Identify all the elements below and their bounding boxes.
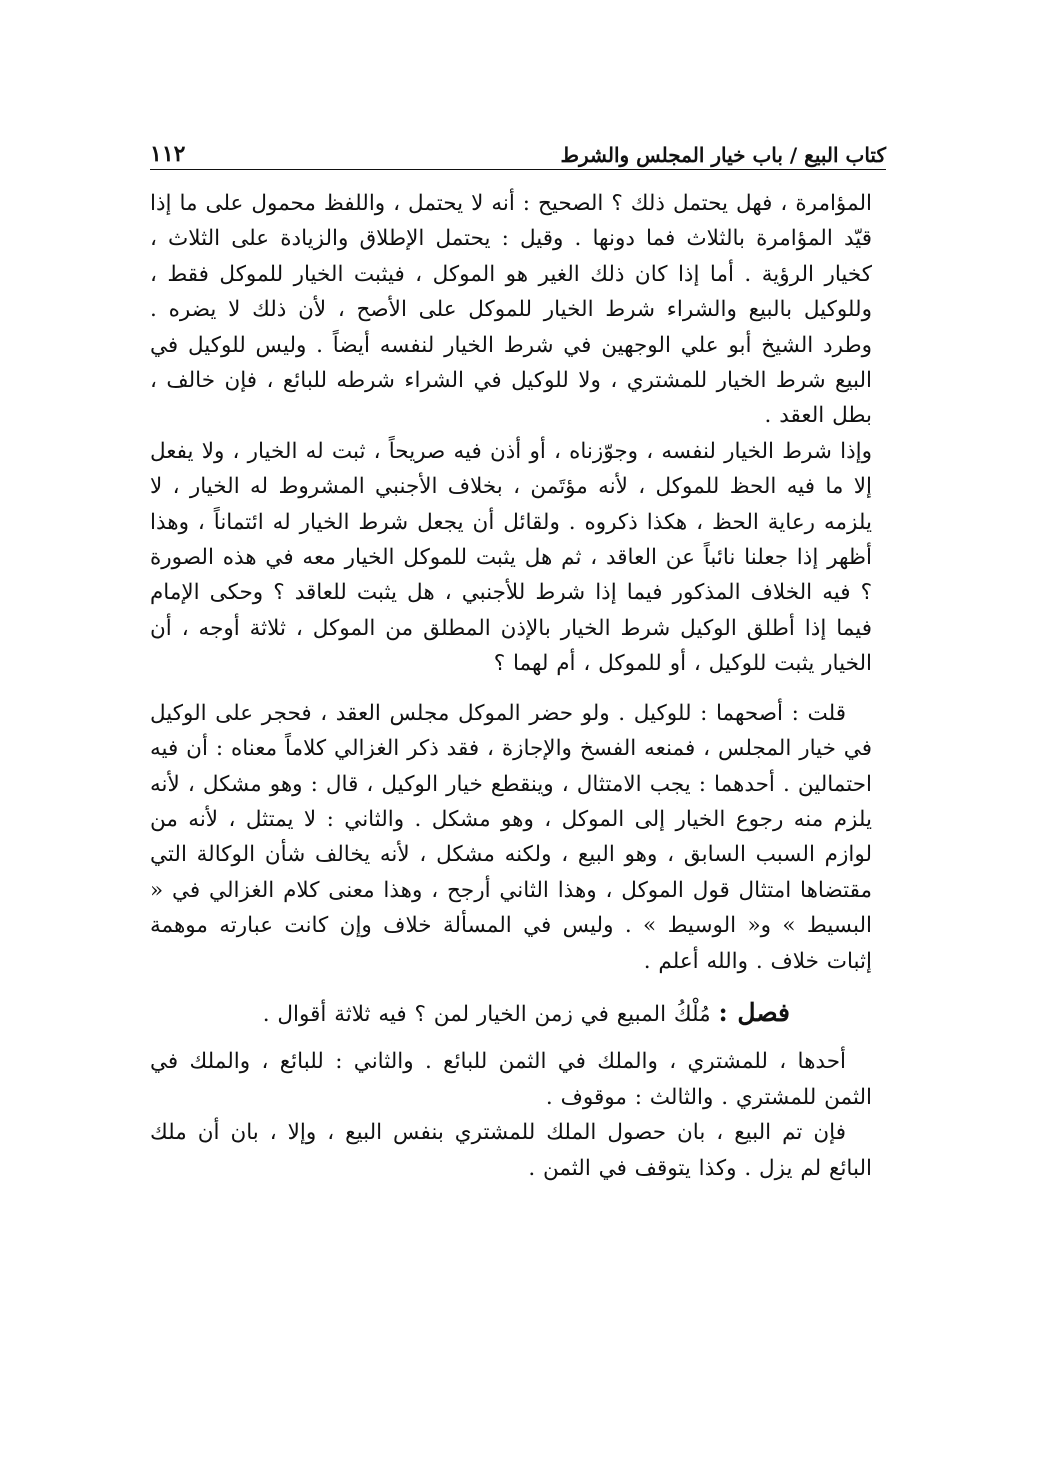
section-heading — [150, 995, 872, 1032]
running-title: كتاب البيع / باب خيار المجلس والشرط — [560, 143, 886, 167]
paragraph-tamam-bay: فإن تم البيع ، بان حصول الملك للمشتري بنفس البيع ، وإلا ، بان أن ملك البائع لم يزل . وكذا يتوقف في الثمن . — [150, 1120, 872, 1181]
paragraph-aqwal: أحدها ، للمشتري ، والملك في الثمن للبائع . والثاني : للبائع ، والملك في الثمن للمشتري . والثالث : موقوف . — [150, 1049, 872, 1110]
paragraph-mu-amara: المؤامرة ، فهل يحتمل ذلك ؟ الصحيح : أنه لا يحتمل ، واللفظ محمول على ما إذا قيّد المؤامرة بالثلاث فما دونها . وقيل : يحتمل الإطلاق والزيادة على الثلاث ، كخيار الرؤية . أما إذا كان ذلك الغير هو الموكل ، فيثبت الخيار للموكل فقط ، وللوكيل بالبيع والشراء شرط الخيار للموكل على الأصح ، لأن ذلك لا يضره . وطرد الشيخ أبو علي الوجهين في شرط الخيار لنفسه أيضاً . وليس للوكيل في البيع شرط الخيار للمشتري ، ولا للوكيل في الشراء شرطه للبائع ، فإن خالف ، بطل العقد . — [150, 191, 872, 429]
paragraph-qultu: قلت : أصحهما : للوكيل . ولو حضر الموكل مجلس العقد ، فحجر على الوكيل في خيار المجلس ، فمنعه الفسخ والإجازة ، فقد ذكر الغزالي كلاماً معناه : أن فيه احتمالين . أحدهما : يجب الامتثال ، وينقطع خيار الوكيل ، قال : وهو مشكل ، لأنه يلزم منه رجوع الخيار إلى الموكل ، وهو مشكل . والثاني : لا يمتثل ، لأنه من لوازم السبب السابق ، وهو البيع ، ولكنه مشكل ، لأنه يخالف شأن الوكالة التي مقتضاها امتثال قول الموكل ، وهذا الثاني أرجح ، وهذا معنى كلام الغزالي في « البسيط » و« الوسيط » . وليس في المسألة خلاف وإن كانت عبارته موهمة إثبات خلاف . والله أعلم . — [150, 700, 872, 974]
section-title: مُلْكُ المبيع في زمن الخيار لمن ؟ فيه ثلاثة أقوال . — [262, 1001, 711, 1027]
page-header — [150, 128, 886, 170]
page-number: ١١٢ — [150, 141, 186, 167]
paragraph-wakil-khiyar: وإذا شرط الخيار لنفسه ، وجوّزناه ، أو أذن فيه صريحاً ، ثبت له الخيار ، ولا يفعل إلا ما فيه الحظ للموكل ، لأنه مؤتَمن ، بخلاف الأجنبي المشروط له الخيار ، لا يلزمه رعاية الحظ ، هكذا ذكروه . ولقائل أن يجعل شرط الخيار له ائتماناً ، وهذا أظهر إذا جعلنا نائباً عن العاقد ، ثم هل يثبت للموكل الخيار معه في هذه الصورة ؟ فيه الخلاف المذكور فيما إذا شرط للأجنبي ، هل يثبت للعاقد ؟ وحكى الإمام فيما إذا أطلق الوكيل شرط الخيار بالإذن المطلق من الموكل ، ثلاثة أوجه ، أن الخيار يثبت للوكيل ، أو للموكل ، أم لهما ؟ — [150, 438, 872, 677]
section-label: فصل : — [718, 997, 790, 1027]
body-text — [150, 186, 872, 1186]
